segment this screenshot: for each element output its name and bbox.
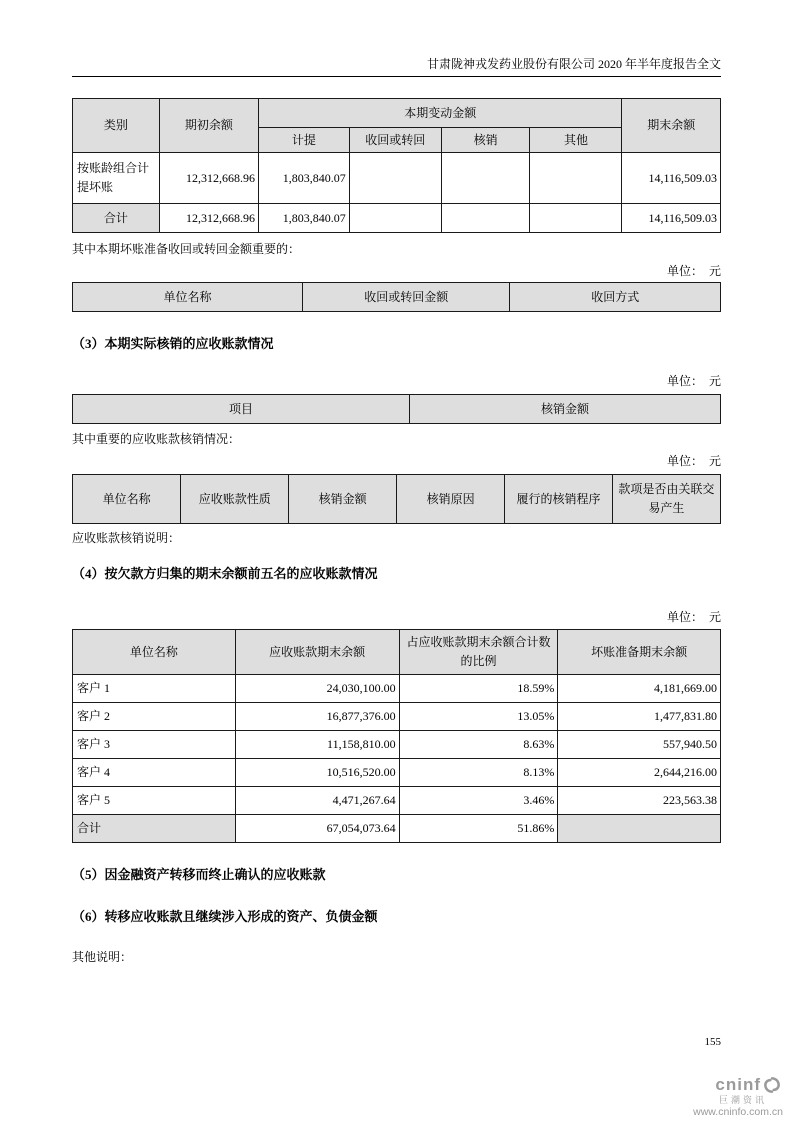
cell-unit: 客户 2	[73, 703, 236, 731]
writeoff-explain-note: 应收账款核销说明：	[72, 531, 181, 545]
logo-swirl-icon	[763, 1076, 781, 1094]
writeoff-summary-table	[72, 394, 721, 424]
cell-unit: 客户 4	[73, 759, 236, 787]
col-header-writeoff-amount: 核销金额	[289, 475, 397, 524]
cell-other	[530, 153, 622, 204]
unit-label: 单位： 元	[666, 454, 721, 468]
cell-total-balance: 67,054,073.64	[235, 815, 399, 843]
document-header	[72, 0, 721, 77]
cninfo-logo	[693, 1076, 783, 1118]
logo-wordmark: cninf	[715, 1075, 761, 1094]
recovery-important-note: 其中本期坏账准备收回或转回金额重要的：	[72, 242, 301, 256]
cell-ratio: 13.05%	[399, 703, 558, 731]
table-header-row	[73, 395, 721, 424]
cell-ratio: 8.63%	[399, 731, 558, 759]
writeoff-important-note: 其中重要的应收账款核销情况：	[72, 432, 241, 446]
table-total-row	[73, 204, 721, 233]
cell-total-opening: 12,312,668.96	[159, 204, 258, 233]
col-header-writeoff: 核销	[441, 128, 530, 153]
col-header-writeoff-amount: 核销金额	[409, 395, 720, 424]
writeoff-detail-table	[72, 474, 721, 524]
cell-total-label: 合计	[73, 204, 160, 233]
cell-closing: 14,116,509.03	[622, 153, 721, 204]
table-total-row	[73, 815, 721, 843]
cell-opening: 12,312,668.96	[159, 153, 258, 204]
cell-balance: 10,516,520.00	[235, 759, 399, 787]
cell-bad-debt: 557,940.50	[558, 731, 721, 759]
logo-chinese-name: 巨潮资讯	[718, 1094, 767, 1105]
cell-ratio: 8.13%	[399, 759, 558, 787]
col-header-other: 其他	[530, 128, 622, 153]
top5-receivables-table	[72, 629, 721, 843]
cell-balance: 11,158,810.00	[235, 731, 399, 759]
cell-unit: 客户 3	[73, 731, 236, 759]
col-header-closing-balance: 应收账款期末余额	[235, 630, 399, 675]
other-explain-note: 其他说明：	[72, 950, 133, 964]
col-header-closing-balance: 期末余额	[622, 99, 721, 153]
cell-total-writeoff	[441, 204, 530, 233]
table-header-row	[73, 475, 721, 524]
section-3-heading: （3）本期实际核销的应收账款情况	[72, 336, 274, 351]
col-header-writeoff-procedure: 履行的核销程序	[505, 475, 613, 524]
cell-balance: 16,877,376.00	[235, 703, 399, 731]
col-header-opening-balance: 期初余额	[159, 99, 258, 153]
col-header-accrual: 计提	[258, 128, 349, 153]
cell-category: 按账龄组合计提坏账	[73, 153, 160, 204]
col-header-recover-method: 收回方式	[510, 283, 721, 312]
logo-row	[715, 1076, 783, 1095]
cell-unit: 客户 1	[73, 675, 236, 703]
col-header-category: 类别	[73, 99, 160, 153]
col-header-ratio: 占应收账款期末余额合计数的比例	[399, 630, 558, 675]
cell-balance: 4,471,267.64	[235, 787, 399, 815]
cell-balance: 24,030,100.00	[235, 675, 399, 703]
cell-bad-debt: 223,563.38	[558, 787, 721, 815]
col-header-unit-name: 单位名称	[73, 475, 181, 524]
cell-ratio: 3.46%	[399, 787, 558, 815]
cell-writeoff	[441, 153, 530, 204]
cell-total-closing: 14,116,509.03	[622, 204, 721, 233]
cell-bad-debt: 4,181,669.00	[558, 675, 721, 703]
col-header-unit-name: 单位名称	[73, 630, 236, 675]
cell-total-bad-debt	[558, 815, 721, 843]
col-header-unit-name: 单位名称	[73, 283, 303, 312]
document-title: 甘肃陇神戎发药业股份有限公司 2020 年半年度报告全文	[426, 57, 721, 71]
cell-unit: 客户 5	[73, 787, 236, 815]
cell-accrual: 1,803,840.07	[258, 153, 349, 204]
recovery-table	[72, 282, 721, 312]
table-row-customer-2	[73, 703, 721, 731]
table-header-row	[73, 283, 721, 312]
cell-total-recover	[349, 204, 441, 233]
cell-total-label: 合计	[73, 815, 236, 843]
col-header-related-transaction: 款项是否由关联交易产生	[612, 475, 720, 524]
page-content	[72, 0, 721, 965]
cell-bad-debt: 2,644,216.00	[558, 759, 721, 787]
cell-bad-debt: 1,477,831.80	[558, 703, 721, 731]
table-header-row	[73, 630, 721, 675]
section-6-heading: （6）转移应收账款且继续涉入形成的资产、负债金额	[72, 909, 378, 924]
table-header-row	[73, 99, 721, 128]
bad-debt-change-table	[72, 98, 721, 233]
cell-recover	[349, 153, 441, 204]
col-header-item: 项目	[73, 395, 410, 424]
col-header-writeoff-reason: 核销原因	[396, 475, 504, 524]
unit-label: 单位： 元	[666, 374, 721, 388]
logo-url: www.cninfo.com.cn	[693, 1105, 783, 1118]
cell-total-other	[530, 204, 622, 233]
section-4-heading: （4）按欠款方归集的期末余额前五名的应收账款情况	[72, 566, 378, 581]
section-5-heading: （5）因金融资产转移而终止确认的应收账款	[72, 867, 326, 882]
col-header-receivable-nature: 应收账款性质	[181, 475, 289, 524]
table-row-customer-5	[73, 787, 721, 815]
table-row-aging-group	[73, 153, 721, 204]
table-row-customer-1	[73, 675, 721, 703]
col-header-recover: 收回或转回	[349, 128, 441, 153]
col-header-recover-amount: 收回或转回金额	[303, 283, 510, 312]
col-header-bad-debt-balance: 坏账准备期末余额	[558, 630, 721, 675]
col-header-change-group: 本期变动金额	[258, 99, 622, 128]
cell-total-accrual: 1,803,840.07	[258, 204, 349, 233]
cell-ratio: 18.59%	[399, 675, 558, 703]
table-row-customer-4	[73, 759, 721, 787]
unit-label: 单位： 元	[666, 610, 721, 624]
unit-label: 单位： 元	[666, 264, 721, 278]
table-row-customer-3	[73, 731, 721, 759]
cell-total-ratio: 51.86%	[399, 815, 558, 843]
page-number: 155	[704, 1036, 721, 1048]
